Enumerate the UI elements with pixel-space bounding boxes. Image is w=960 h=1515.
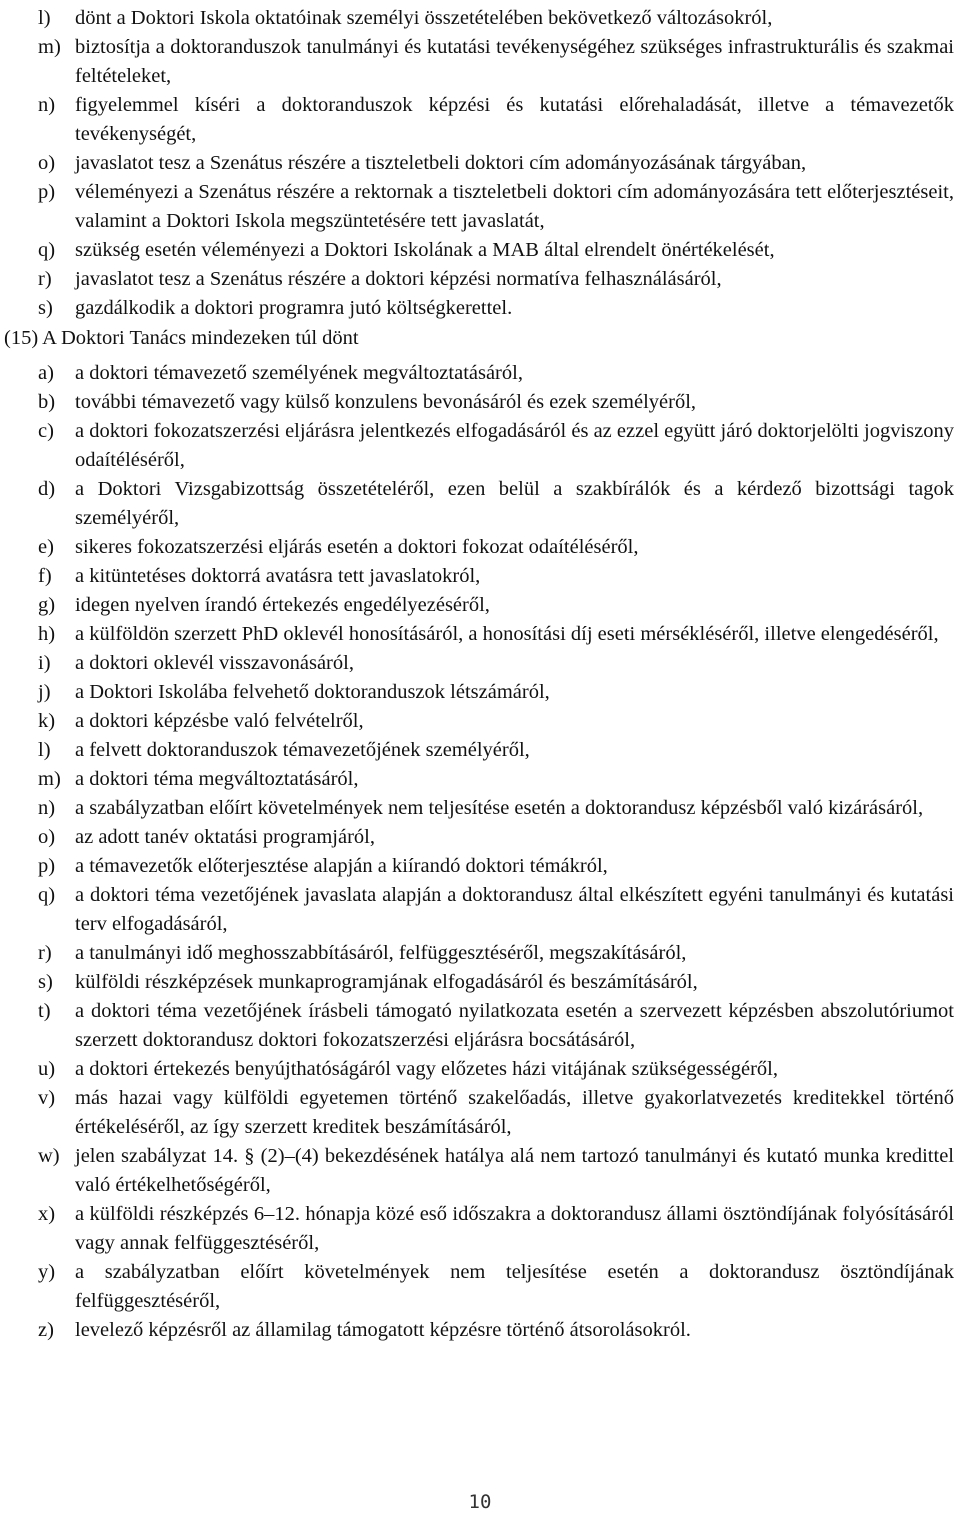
list-item-text: a témavezetők előterjesztése alapján a kiírandó doktori témákról, bbox=[75, 855, 608, 877]
list-item bbox=[0, 533, 960, 562]
list-item-label: b) bbox=[38, 391, 56, 413]
list-item-text: dönt a Doktori Iskola oktatóinak személyi összetételében bekövetkező változásokról, bbox=[75, 7, 773, 29]
list-item bbox=[0, 736, 960, 765]
list-item bbox=[0, 294, 960, 323]
list-item-label: p) bbox=[38, 855, 56, 877]
list-item-label: p) bbox=[38, 181, 56, 203]
list-item bbox=[0, 178, 960, 236]
list-item-text: a doktori témavezető személyének megváltoztatásáról, bbox=[75, 362, 523, 384]
list-item bbox=[0, 265, 960, 294]
section-heading: (15) A Doktori Tanács mindezeken túl dönt bbox=[4, 327, 359, 349]
list-item bbox=[0, 417, 960, 475]
list-item-label: r) bbox=[38, 268, 52, 290]
list-item-text: a szabályzatban előírt követelmények nem teljesítése esetén a doktorandusz képzésből való kizárásáról, bbox=[75, 797, 924, 819]
list-item-label: o) bbox=[38, 152, 56, 174]
list-item-text: idegen nyelven írandó értekezés engedélyezéséről, bbox=[75, 594, 490, 616]
list-item-label: e) bbox=[38, 536, 54, 558]
list-item-text: a szabályzatban előírt követelmények nem teljesítése esetén a doktorandusz ösztöndíjának felfüggesztéséről, bbox=[75, 1261, 954, 1312]
list-item-label: m) bbox=[38, 36, 61, 58]
list-item bbox=[0, 562, 960, 591]
list-item-label: q) bbox=[38, 884, 56, 906]
list-item-text: javaslatot tesz a Szenátus részére a tiszteletbeli doktori cím adományozásának tárgyában, bbox=[75, 152, 807, 174]
list-item bbox=[0, 149, 960, 178]
list-item bbox=[0, 823, 960, 852]
list-item bbox=[0, 1316, 960, 1345]
list-item bbox=[0, 997, 960, 1055]
list-item-label: d) bbox=[38, 478, 56, 500]
list-item bbox=[0, 591, 960, 620]
list-item-label: n) bbox=[38, 797, 56, 819]
list-item-label: a) bbox=[38, 362, 54, 384]
list-item-label: l) bbox=[38, 739, 51, 761]
list-item-label: v) bbox=[38, 1087, 56, 1109]
list-item bbox=[0, 968, 960, 997]
list-item-label: n) bbox=[38, 94, 56, 116]
list-item bbox=[0, 359, 960, 388]
list-item-text: a tanulmányi idő meghosszabbításáról, felfüggesztéséről, megszakításáról, bbox=[75, 942, 687, 964]
list-item-text: más hazai vagy külföldi egyetemen történő szakelőadás, illetve gyakorlatvezetés kreditekkel történő értékeléséről, az így szerzett kreditek beszámításáról, bbox=[75, 1087, 954, 1138]
list-item-text: gazdálkodik a doktori programra jutó költségkerettel. bbox=[75, 297, 513, 319]
list-item-label: k) bbox=[38, 710, 56, 732]
list-item-text: a felvett doktoranduszok témavezetőjének személyéről, bbox=[75, 739, 530, 761]
list-item-label: i) bbox=[38, 652, 51, 674]
list-item-label: h) bbox=[38, 623, 56, 645]
list-item-text: a Doktori Vizsgabizottság összetételéről, ezen belül a szakbírálók és a kérdező bizottsági tagok személyéről, bbox=[75, 478, 954, 529]
list-item bbox=[0, 765, 960, 794]
list-item-text: biztosítja a doktoranduszok tanulmányi és kutatási tevékenységéhez szükséges infrastrukturális és szakmai feltételeket, bbox=[75, 36, 954, 87]
list-item bbox=[0, 881, 960, 939]
list-item-text: a doktori téma vezetőjének javaslata alapján a doktorandusz által elkészített egyéni tanulmányi és kutatási terv elfogadásáról, bbox=[75, 884, 954, 935]
list-item-text: az adott tanév oktatási programjáról, bbox=[75, 826, 375, 848]
list-item bbox=[0, 794, 960, 823]
list-item bbox=[0, 33, 960, 91]
list-item-text: figyelemmel kíséri a doktoranduszok képzési és kutatási előrehaladását, illetve a témavezetők tevékenységét, bbox=[75, 94, 954, 145]
list-item-text: sikeres fokozatszerzési eljárás esetén a doktori fokozat odaítéléséről, bbox=[75, 536, 639, 558]
list-item-label: w) bbox=[38, 1145, 60, 1167]
list-item bbox=[0, 620, 960, 649]
list-item bbox=[0, 1142, 960, 1200]
list-item-text: a doktori értekezés benyújthatóságáról vagy előzetes házi vitájának szükségességéről, bbox=[75, 1058, 778, 1080]
list-item-text: a doktori oklevél visszavonásáról, bbox=[75, 652, 354, 674]
list-item-label: r) bbox=[38, 942, 52, 964]
list-item-text: a külföldi részképzés 6–12. hónapja közé eső időszakra a doktorandusz állami ösztöndíjának folyósításáról vagy annak felfüggesztéséről, bbox=[75, 1203, 954, 1254]
list-item-text: külföldi részképzések munkaprogramjának elfogadásáról és beszámításáról, bbox=[75, 971, 698, 993]
list-item bbox=[0, 388, 960, 417]
list-item-text: a kitüntetéses doktorrá avatásra tett javaslatokról, bbox=[75, 565, 481, 587]
list-item bbox=[0, 678, 960, 707]
list-item-text: jelen szabályzat 14. § (2)–(4) bekezdésének hatálya alá nem tartozó tanulmányi és kutató munka kredittel való értékelhetőségéről, bbox=[75, 1145, 954, 1196]
list-item bbox=[0, 475, 960, 533]
list-item-label: z) bbox=[38, 1319, 54, 1341]
list-decisions bbox=[0, 359, 960, 1345]
list-item-text: javaslatot tesz a Szenátus részére a doktori képzési normatíva felhasználásáról, bbox=[75, 268, 722, 290]
list-item-text: a Doktori Iskolába felvehető doktoranduszok létszámáról, bbox=[75, 681, 550, 703]
list-item bbox=[0, 1084, 960, 1142]
list-item bbox=[0, 707, 960, 736]
list-item-text: levelező képzésről az államilag támogatott képzésre történő átsorolásokról. bbox=[75, 1319, 691, 1341]
list-item-label: x) bbox=[38, 1203, 56, 1225]
list-item-label: q) bbox=[38, 239, 56, 261]
list-item-text: további témavezető vagy külső konzulens bevonásáról és ezek személyéről, bbox=[75, 391, 697, 413]
list-item-label: l) bbox=[38, 7, 51, 29]
list-item-label: j) bbox=[38, 681, 51, 703]
list-item-label: o) bbox=[38, 826, 56, 848]
list-item-text: a doktori képzésbe való felvételről, bbox=[75, 710, 364, 732]
list-item-label: t) bbox=[38, 1000, 51, 1022]
list-item-text: a doktori téma vezetőjének írásbeli támogató nyilatkozata esetén a szervezett képzésben abszolutóriumot szerzett doktorandusz doktori fokozatszerzési eljárásra bocsátásáról, bbox=[75, 1000, 954, 1051]
list-item-label: y) bbox=[38, 1261, 56, 1283]
list-item-label: f) bbox=[38, 565, 52, 587]
list-item-label: c) bbox=[38, 420, 54, 442]
list-item bbox=[0, 852, 960, 881]
list-item bbox=[0, 1200, 960, 1258]
list-item bbox=[0, 236, 960, 265]
list-item-text: a doktori téma megváltoztatásáról, bbox=[75, 768, 359, 790]
list-item-label: g) bbox=[38, 594, 56, 616]
list-item-label: s) bbox=[38, 971, 53, 993]
list-item bbox=[0, 649, 960, 678]
list-item-text: szükség esetén véleményezi a Doktori Iskolának a MAB által elrendelt önértékelését, bbox=[75, 239, 775, 261]
page-number: 10 bbox=[468, 1491, 492, 1513]
list-item bbox=[0, 4, 960, 33]
list-item bbox=[0, 1055, 960, 1084]
list-item-label: s) bbox=[38, 297, 53, 319]
list-item-text: a doktori fokozatszerzési eljárásra jelentkezés elfogadásáról és az ezzel együtt járó doktorjelölti jogviszony odaítéléséről, bbox=[75, 420, 954, 471]
list-item-text: véleményezi a Szenátus részére a rektornak a tiszteletbeli doktori cím adományozására tett előterjesztéseit, valamint a Doktori Iskola megszüntetésére tett javaslatát, bbox=[75, 181, 954, 232]
list-item bbox=[0, 1258, 960, 1316]
list-item bbox=[0, 91, 960, 149]
list-item bbox=[0, 939, 960, 968]
list-item-label: m) bbox=[38, 768, 61, 790]
list-item-label: u) bbox=[38, 1058, 56, 1080]
list-duties-continued bbox=[0, 0, 960, 323]
list-item-text: a külföldön szerzett PhD oklevél honosításáról, a honosítási díj eseti mérsékléséről, illetve elengedéséről, bbox=[75, 623, 939, 645]
